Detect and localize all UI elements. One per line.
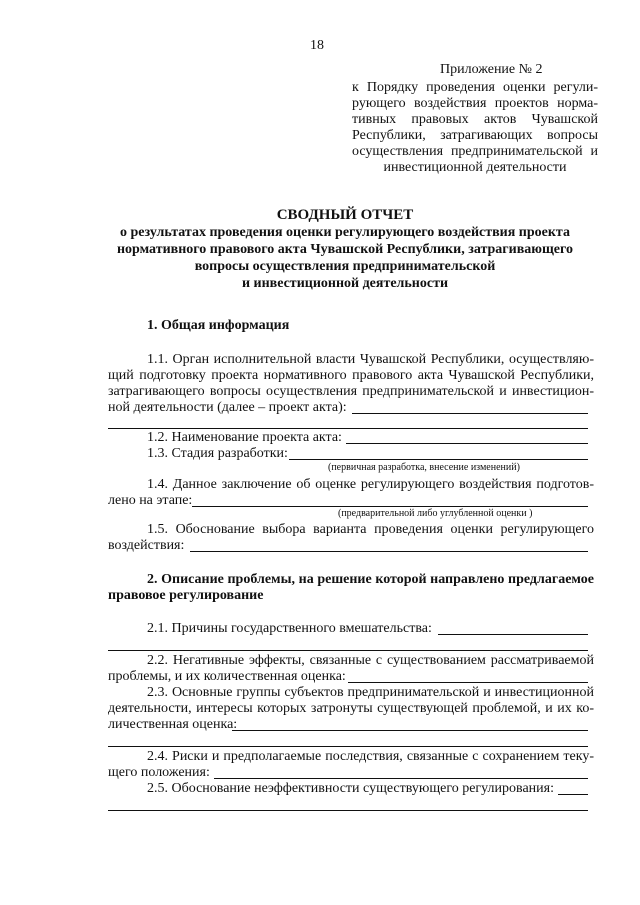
item-2-2-line: 2.2. Негативные эффекты, связанные с существованием рассматриваемой bbox=[147, 653, 594, 668]
item-1-2-label: 1.2. Наименование проекта акта: bbox=[147, 430, 342, 445]
appendix-line: рующего воздействия проектов норма- bbox=[352, 96, 598, 111]
item-2-4-answer-line[interactable] bbox=[214, 778, 588, 779]
item-2-3-answer-line[interactable] bbox=[108, 746, 588, 747]
item-1-5-line: 1.5. Обоснование выбора варианта проведения оценки регулирующего bbox=[147, 522, 594, 537]
item-1-1-answer-line[interactable] bbox=[352, 413, 588, 414]
item-1-5-line: воздействия: bbox=[108, 538, 185, 553]
item-1-3-label: 1.3. Стадия разработки: bbox=[147, 446, 288, 461]
report-title: СВОДНЫЙ ОТЧЕТ bbox=[276, 207, 414, 223]
item-2-3-line: 2.3. Основные группы субъектов предпринимательской и инвестиционной bbox=[147, 685, 594, 700]
item-1-1-answer-line[interactable] bbox=[108, 428, 588, 429]
appendix-text bbox=[352, 80, 598, 176]
item-2-5-answer-line[interactable] bbox=[558, 794, 588, 795]
report-subtitle-line: о результатах проведения оценки регулирующего воздействия проекта bbox=[120, 225, 570, 240]
item-2-2-answer-line[interactable] bbox=[348, 682, 588, 683]
report-heading bbox=[0, 206, 640, 292]
item-1-3-answer-line[interactable] bbox=[289, 459, 588, 460]
item-2-1-answer-line[interactable] bbox=[108, 650, 588, 651]
report-subtitle-line: и инвестиционной деятельности bbox=[241, 276, 449, 291]
appendix-line: тивных правовых актов Чувашской bbox=[352, 112, 598, 127]
item-2-3-line: деятельности, интересы которых затронуты существующей проблемой, и их ко- bbox=[108, 701, 594, 716]
section1-heading: 1. Общая информация bbox=[147, 318, 290, 333]
appendix-title: Приложение № 2 bbox=[440, 62, 543, 77]
item-1-1-line: затрагивающего вопросы осуществления предпринимательской и инвестицион- bbox=[108, 384, 594, 399]
item-2-3-line: личественная оценка: bbox=[108, 717, 238, 732]
section2-heading-line: 2. Описание проблемы, на решение которой направлено предлагаемое bbox=[147, 572, 594, 587]
item-1-2-answer-line[interactable] bbox=[346, 443, 588, 444]
item-1-1-line: ной деятельности (далее – проект акта): bbox=[108, 400, 347, 415]
appendix-line: инвестиционной деятельности bbox=[383, 160, 567, 175]
item-2-1-answer-line[interactable] bbox=[438, 634, 588, 635]
item-2-4-line: 2.4. Риски и предполагаемые последствия, связанные с сохранением теку- bbox=[147, 749, 594, 764]
appendix-line: Республики, затрагивающих вопросы bbox=[352, 128, 598, 143]
item-1-4-line: лено на этапе: bbox=[108, 493, 193, 508]
item-1-1-line: 1.1. Орган исполнительной власти Чувашской Республики, осуществляю- bbox=[147, 352, 594, 367]
item-2-5-label: 2.5. Обоснование неэффективности существующего регулирования: bbox=[147, 781, 554, 796]
appendix-line: осуществления предпринимательской и bbox=[352, 144, 598, 159]
report-subtitle-line: нормативного правового акта Чувашской Республики, затрагивающего bbox=[116, 242, 574, 257]
report-subtitle-line: вопросы осуществления предпринимательской bbox=[194, 259, 496, 274]
item-2-4-line: щего положения: bbox=[108, 765, 210, 780]
item-2-3-answer-line[interactable] bbox=[232, 730, 588, 731]
item-1-4-line: 1.4. Данное заключение об оценке регулирующего воздействия подготов- bbox=[147, 477, 594, 492]
item-1-1-line: щий подготовку проекта нормативного правового акта Чувашской Республики, bbox=[108, 368, 594, 383]
item-1-4-note: (предварительной либо углубленной оценки ) bbox=[338, 508, 533, 519]
item-1-4-answer-line[interactable] bbox=[192, 506, 588, 507]
appendix-line: к Порядку проведения оценки регули- bbox=[352, 80, 598, 95]
item-1-5-answer-line[interactable] bbox=[190, 551, 588, 552]
page-number: 18 bbox=[310, 38, 324, 53]
item-2-5-answer-line[interactable] bbox=[108, 810, 588, 811]
section2-heading-line: правовое регулирование bbox=[108, 588, 264, 603]
item-2-1-label: 2.1. Причины государственного вмешательства: bbox=[147, 621, 432, 636]
item-1-3-note: (первичная разработка, внесение изменений) bbox=[328, 462, 520, 473]
item-2-2-line: проблемы, и их количественная оценка: bbox=[108, 669, 346, 684]
